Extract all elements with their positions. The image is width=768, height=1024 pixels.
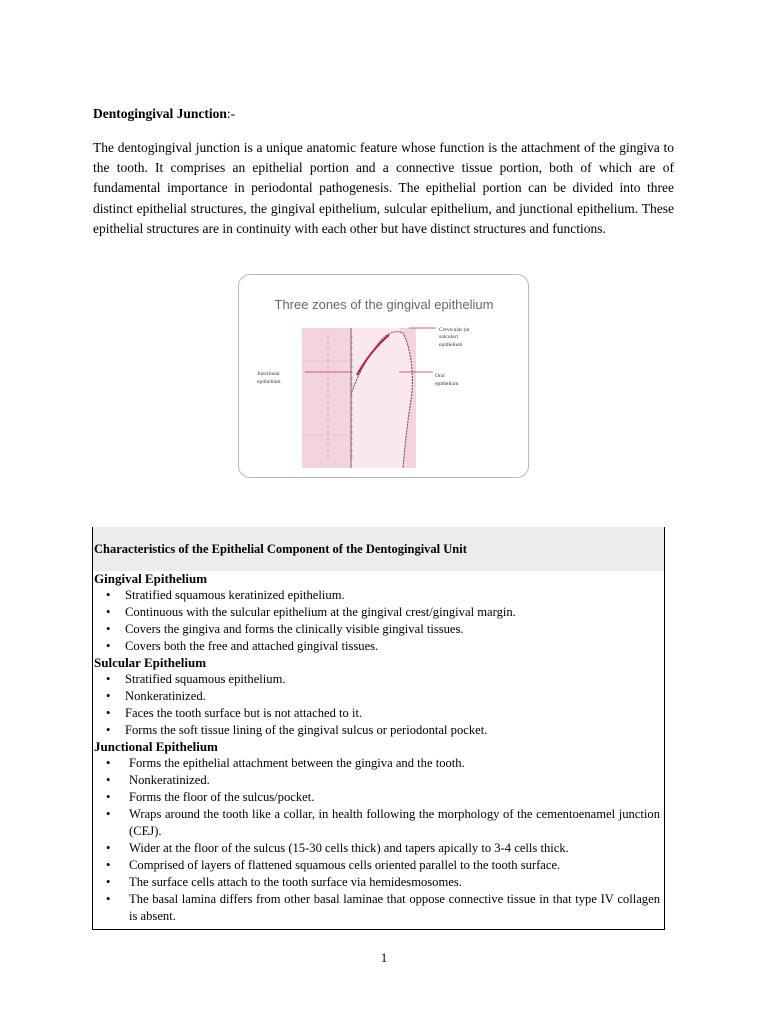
- bullet: •: [106, 807, 111, 821]
- list-item: • Wraps around the tooth like a collar, in health following the morphology of the cementoenamel junction (CEJ).: [106, 807, 660, 838]
- gingiva-tissue: [351, 328, 413, 468]
- bullet: •: [106, 875, 111, 889]
- list-item: • Comprised of layers of flattened squamous cells oriented parallel to the tooth surface.: [106, 858, 561, 872]
- figure-illustration: [239, 275, 529, 478]
- bullet: •: [106, 790, 111, 804]
- section-title-junctional: Junctional Epithelium: [94, 739, 218, 754]
- figure-title: Three zones of the gingival epithelium: [274, 297, 494, 312]
- label-oral-1: Oral: [435, 373, 445, 379]
- bullet: •: [106, 672, 111, 686]
- heading-suffix: :-: [226, 106, 236, 121]
- characteristics-table: [92, 527, 665, 930]
- bullet: •: [106, 706, 111, 720]
- gingival-epithelium-figure: [238, 274, 529, 478]
- list-item: • Continuous with the sulcular epithelium at the gingival crest/gingival margin.: [106, 605, 516, 619]
- list-item: • Wider at the floor of the sulcus (15-30 cells thick) and tapers apically to 3-4 cells thick.: [106, 841, 569, 855]
- label-junctional-2: epithelium: [257, 379, 281, 385]
- gingival-list: [93, 587, 664, 655]
- label-crevicular-3: epithelium: [439, 342, 463, 348]
- sulcular-list: [93, 671, 664, 739]
- bullet: •: [106, 892, 111, 906]
- bullet: •: [106, 605, 111, 619]
- bullet: •: [106, 622, 111, 636]
- heading-title: Dentogingival Junction: [93, 106, 227, 121]
- list-item: • Covers the gingiva and forms the clinically visible gingival tissues.: [106, 622, 464, 636]
- section-title-gingival: Gingival Epithelium: [94, 571, 208, 586]
- section-heading: [93, 106, 235, 122]
- list-item: • Stratified squamous epithelium.: [106, 672, 286, 686]
- bullet: •: [106, 588, 111, 602]
- list-item: • Forms the floor of the sulcus/pocket.: [106, 790, 315, 804]
- list-item: • The surface cells attach to the tooth surface via hemidesmosomes.: [106, 875, 462, 889]
- label-crevicular-2: sulcular): [439, 334, 459, 340]
- section-title-sulcular: Sulcular Epithelium: [94, 655, 207, 670]
- junctional-list: [93, 755, 664, 925]
- label-junctional-1: Junctional: [257, 371, 280, 377]
- list-item: • Forms the soft tissue lining of the gingival sulcus or periodontal pocket.: [106, 723, 488, 737]
- bullet: •: [106, 723, 111, 737]
- list-item: • Stratified squamous keratinized epithelium.: [106, 588, 345, 602]
- bullet: •: [106, 841, 111, 855]
- list-item: • Nonkeratinized.: [106, 689, 206, 703]
- intro-paragraph: The dentogingival junction is a unique anatomic feature whose function is the attachment of the gingiva to the tooth. It comprises an epithelial portion and a connective tissue portion, both of which are of fundamental importance in periodontal pathogenesis. The epithelial portion can be divided into three distinct epithelial structures, the gingival epithelium, sulcular epithelium, and junctional epithelium. These epithelial structures are in continuity with each other but have distinct structures and functions.: [93, 140, 674, 236]
- list-item: • Covers both the free and attached gingival tissues.: [106, 639, 379, 653]
- bullet: •: [106, 858, 111, 872]
- label-oral-2: epithelium: [435, 381, 459, 387]
- bullet: •: [106, 773, 111, 787]
- bullet: •: [106, 689, 111, 703]
- bullet: •: [106, 639, 111, 653]
- bullet: •: [106, 756, 111, 770]
- table-header: Characteristics of the Epithelial Component of the Dentogingival Unit: [93, 527, 664, 571]
- list-item: • Forms the epithelial attachment between the gingiva and the tooth.: [106, 756, 465, 770]
- label-crevicular-1: Crevicular (or: [439, 327, 470, 333]
- list-item: • Nonkeratinized.: [106, 773, 210, 787]
- page-number: 1: [380, 950, 388, 965]
- list-item: • Faces the tooth surface but is not attached to it.: [106, 706, 363, 720]
- list-item: • The basal lamina differs from other basal laminae that oppose connective tissue in that type IV collagen is absent.: [106, 892, 660, 923]
